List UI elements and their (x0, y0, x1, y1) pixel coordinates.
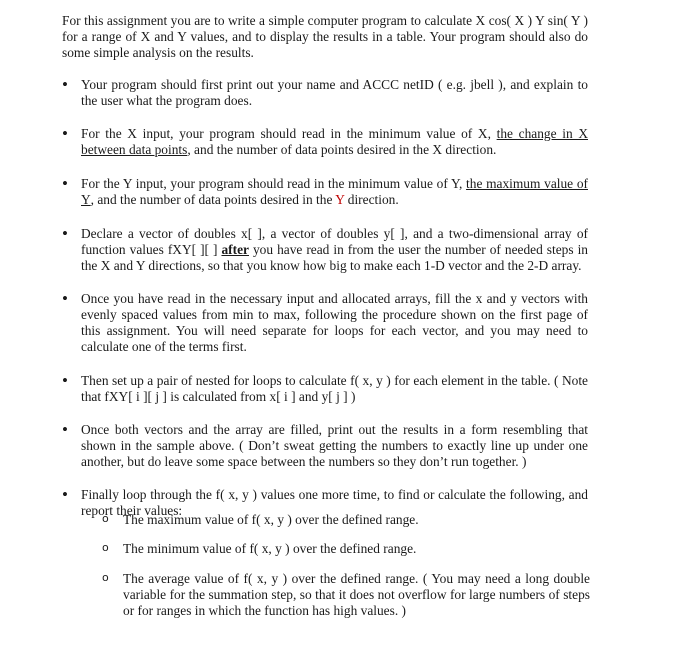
bullet-text-pre: For the Y input, your program should read in the minimum value of Y, (81, 176, 467, 191)
bullet-name-netid (62, 77, 588, 109)
bold-underlined-text: after (221, 242, 249, 257)
analysis-sublist-2 (102, 541, 590, 557)
underlined-text: the change in X between data points (81, 126, 589, 157)
bullet-x-input (62, 126, 588, 158)
red-y-letter: Y (335, 192, 345, 207)
bullet-text-post: direction. (344, 192, 399, 207)
bullet-nested-loops (62, 373, 588, 405)
bullet-text-mid: , and the number of data points desired in the (90, 192, 336, 207)
underlined-text: the maximum value of Y (81, 176, 588, 207)
bullet-text: Then set up a pair of nested for loops to calculate f( x, y ) for each element in the table. ( Note that fXY[ i ][ j ] is calculated from x[ i ] and y[ j ] ) (81, 373, 588, 404)
intro-paragraph (62, 13, 588, 61)
sub-item-text: The maximum value of f( x, y ) over the defined range. (123, 512, 419, 527)
intro-text: For this assignment you are to write a simple computer program to calculate X cos( X ) Y sin( Y ) for a range of X and Y values, and to display the results in a table. Your program should also do some simple analysis on the results. (62, 13, 588, 60)
sub-item-maximum (102, 512, 590, 528)
bullet-fill-vectors (62, 291, 588, 355)
requirements-list (62, 77, 588, 519)
bullet-text-post: you have read in from the user the number of needed steps in the X and Y directions, so that you know how big to make each 1-D vector and the 2-D array. (81, 242, 588, 273)
bullet-y-input (62, 176, 588, 208)
bullet-text: Once you have read in the necessary input and allocated arrays, fill the x and y vectors with evenly spaced values from min to max, following the procedure shown on the first page of this assignment. You will need separate for loops for each vector, and you may need to calculate one of the terms first. (81, 291, 588, 354)
bullet-text: Once both vectors and the array are filled, print out the results in a form resembling that shown in the sample above. ( Don’t sweat getting the numbers to exactly line up under one another, but do leave some space between the numbers so they don’t run together. ) (81, 422, 588, 469)
bullet-declare-arrays (62, 226, 588, 274)
bullet-text-pre: For the X input, your program should read in the minimum value of X, (81, 126, 497, 141)
sub-item-average (102, 571, 590, 619)
bullet-text: Your program should first print out your name and ACCC netID ( e.g. jbell ), and explain to the user what the program does. (81, 77, 588, 108)
bullet-text: Finally loop through the f( x, y ) values one more time, to find or calculate the following, and report their values: (81, 487, 588, 518)
sub-item-text: The average value of f( x, y ) over the defined range. ( You may need a long double variable for the summation step, so that it does not overflow for large numbers of steps or for ranges in which the function has high values. ) (123, 571, 590, 618)
bullet-text-pre: Declare a vector of doubles x[ ], a vector of doubles y[ ], and a two-dimensional array of function values fXY[ ][ ] (81, 226, 588, 257)
sub-item-minimum (102, 541, 590, 557)
analysis-sublist-3 (102, 571, 590, 619)
bullet-print-results (62, 422, 588, 470)
analysis-sublist-1 (102, 512, 590, 528)
sub-item-text: The minimum value of f( x, y ) over the defined range. (123, 541, 417, 556)
bullet-text-post: , and the number of data points desired in the X direction. (187, 142, 497, 157)
